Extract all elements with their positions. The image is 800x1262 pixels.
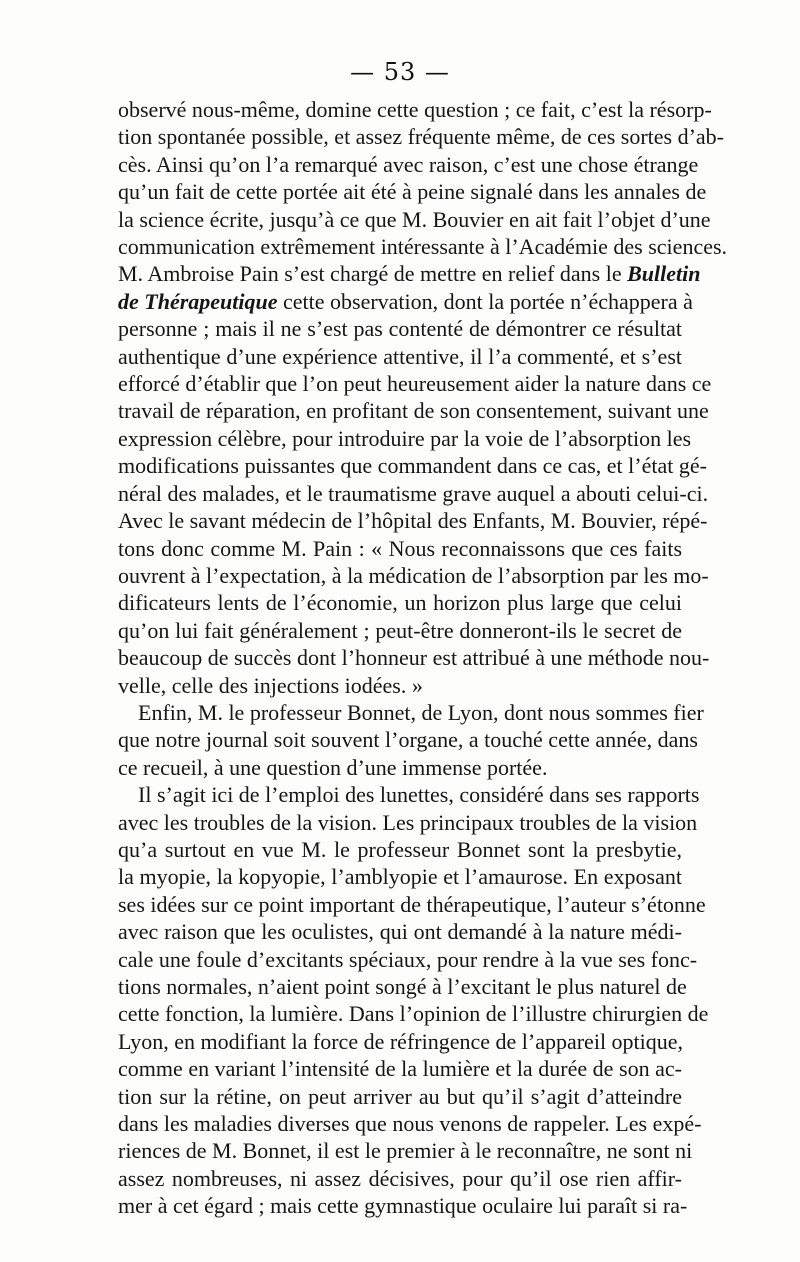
text-line: néral des malades, et le traumatisme grave auquel a abouti celui-ci. (118, 480, 709, 506)
text-line: travail de réparation, en profitant de son consentement, suivant une (118, 398, 709, 424)
body-text (118, 96, 728, 1220)
text-line: ouvrent à l’expectation, à la médication de l’absorption par les mo- (118, 562, 709, 588)
text-line: expression célèbre, pour introduire par la voie de l’absorption les (118, 425, 692, 451)
text-line: avec les troubles de la vision. Les principaux troubles de la vision (118, 809, 698, 835)
text-line: velle, celle des injections iodées. » (118, 672, 423, 698)
text-line: Lyon, en modifiant la force de réfringence de l’appareil optique, (118, 1028, 684, 1054)
text-line: qu’un fait de cette portée ait été à peine signalé dans les annales de (118, 179, 707, 205)
text-line: authentique d’une expérience attentive, il l’a commenté, et s’est (118, 343, 682, 369)
text-line: tion spontanée possible, et assez fréquente même, de ces sortes d’ab- (118, 124, 725, 150)
text-line: observé nous-même, domine cette question ; ce fait, c’est la résorp- (118, 97, 712, 122)
paragraph-start-line: Enfin, M. le professeur Bonnet, de Lyon, dont nous sommes fier (138, 699, 704, 725)
text-line: cale une foule d’excitants spéciaux, pour rendre à la vue ses fonc- (118, 946, 698, 972)
text-line: tons donc comme M. Pain : « Nous reconnaissons que ces faits (118, 535, 682, 561)
journal-title-italic: Bulletin (627, 261, 701, 287)
text-line: dans les maladies diverses que nous venons de rappeler. Les expé- (118, 1111, 702, 1137)
text-line (118, 288, 693, 315)
text-line: cette fonction, la lumière. Dans l’opinion de l’illustre chirurgien de (118, 1001, 709, 1027)
text-line: mer à cet égard ; mais cette gymnastique oculaire lui paraît si ra- (118, 1193, 688, 1219)
text-line: que notre journal soit souvent l’organe, a touché cette année, dans (118, 727, 698, 753)
text-line: personne ; mais il ne s’est pas contenté de démontrer ce résultat (118, 316, 682, 342)
text-line: avec raison que les oculistes, qui ont demandé à la nature médi- (118, 919, 682, 945)
paragraph-start-line: Il s’agit ici de l’emploi des lunettes, considéré dans ses rapports (138, 782, 700, 808)
text-line: beaucoup de succès dont l’honneur est attribué à une méthode nou- (118, 645, 710, 671)
journal-title-italic: de Thérapeutique (118, 288, 278, 314)
text-line (118, 260, 701, 287)
text-line: ses idées sur ce point important de thérapeutique, l’auteur s’étonne (118, 891, 706, 917)
text-line: tions normales, n’aient point songé à l’excitant le plus naturel de (118, 974, 687, 999)
text-line: qu’a surtout en vue M. le professeur Bonnet sont la presbytie, (118, 836, 682, 862)
text-line: Avec le savant médecin de l’hôpital des Enfants, M. Bouvier, répé- (118, 508, 708, 534)
text-run: cette observation, dont la portée n’échappera à (277, 288, 693, 314)
text-line: la science écrite, jusqu’à ce que M. Bouvier en ait fait l’objet d’une (118, 206, 711, 232)
text-line: comme en variant l’intensité de la lumière et la durée de son ac- (118, 1056, 682, 1082)
text-line: tion sur la rétine, on peut arriver au but qu’il s’agit d’atteindre (118, 1083, 682, 1109)
text-line: riences de M. Bonnet, il est le premier à le reconnaître, ne sont ni (118, 1138, 693, 1164)
text-line: ce recueil, à une question d’une immense portée. (118, 754, 548, 780)
text-line: efforcé d’établir que l’on peut heureusement aider la nature dans ce (118, 371, 712, 397)
text-line: communication extrêmement intéressante à l’Académie des sciences. (118, 234, 728, 260)
text-run: M. Ambroise Pain s’est chargé de mettre en relief dans le (118, 261, 628, 287)
page-number: — 53 — (350, 58, 450, 86)
text-line: assez nombreuses, ni assez décisives, pour qu’il ose rien affir- (118, 1165, 682, 1191)
text-line: la myopie, la kopyopie, l’amblyopie et l’amaurose. En exposant (118, 864, 682, 890)
text-line: modifications puissantes que commandent dans ce cas, et l’état gé- (118, 453, 707, 479)
text-line: cès. Ainsi qu’on l’a remarqué avec raison, c’est une chose étrange (118, 151, 699, 177)
text-line: dificateurs lents de l’économie, un horizon plus large que celui (118, 590, 682, 616)
text-line: qu’on lui fait généralement ; peut-être donneront-ils le secret de (118, 617, 682, 643)
